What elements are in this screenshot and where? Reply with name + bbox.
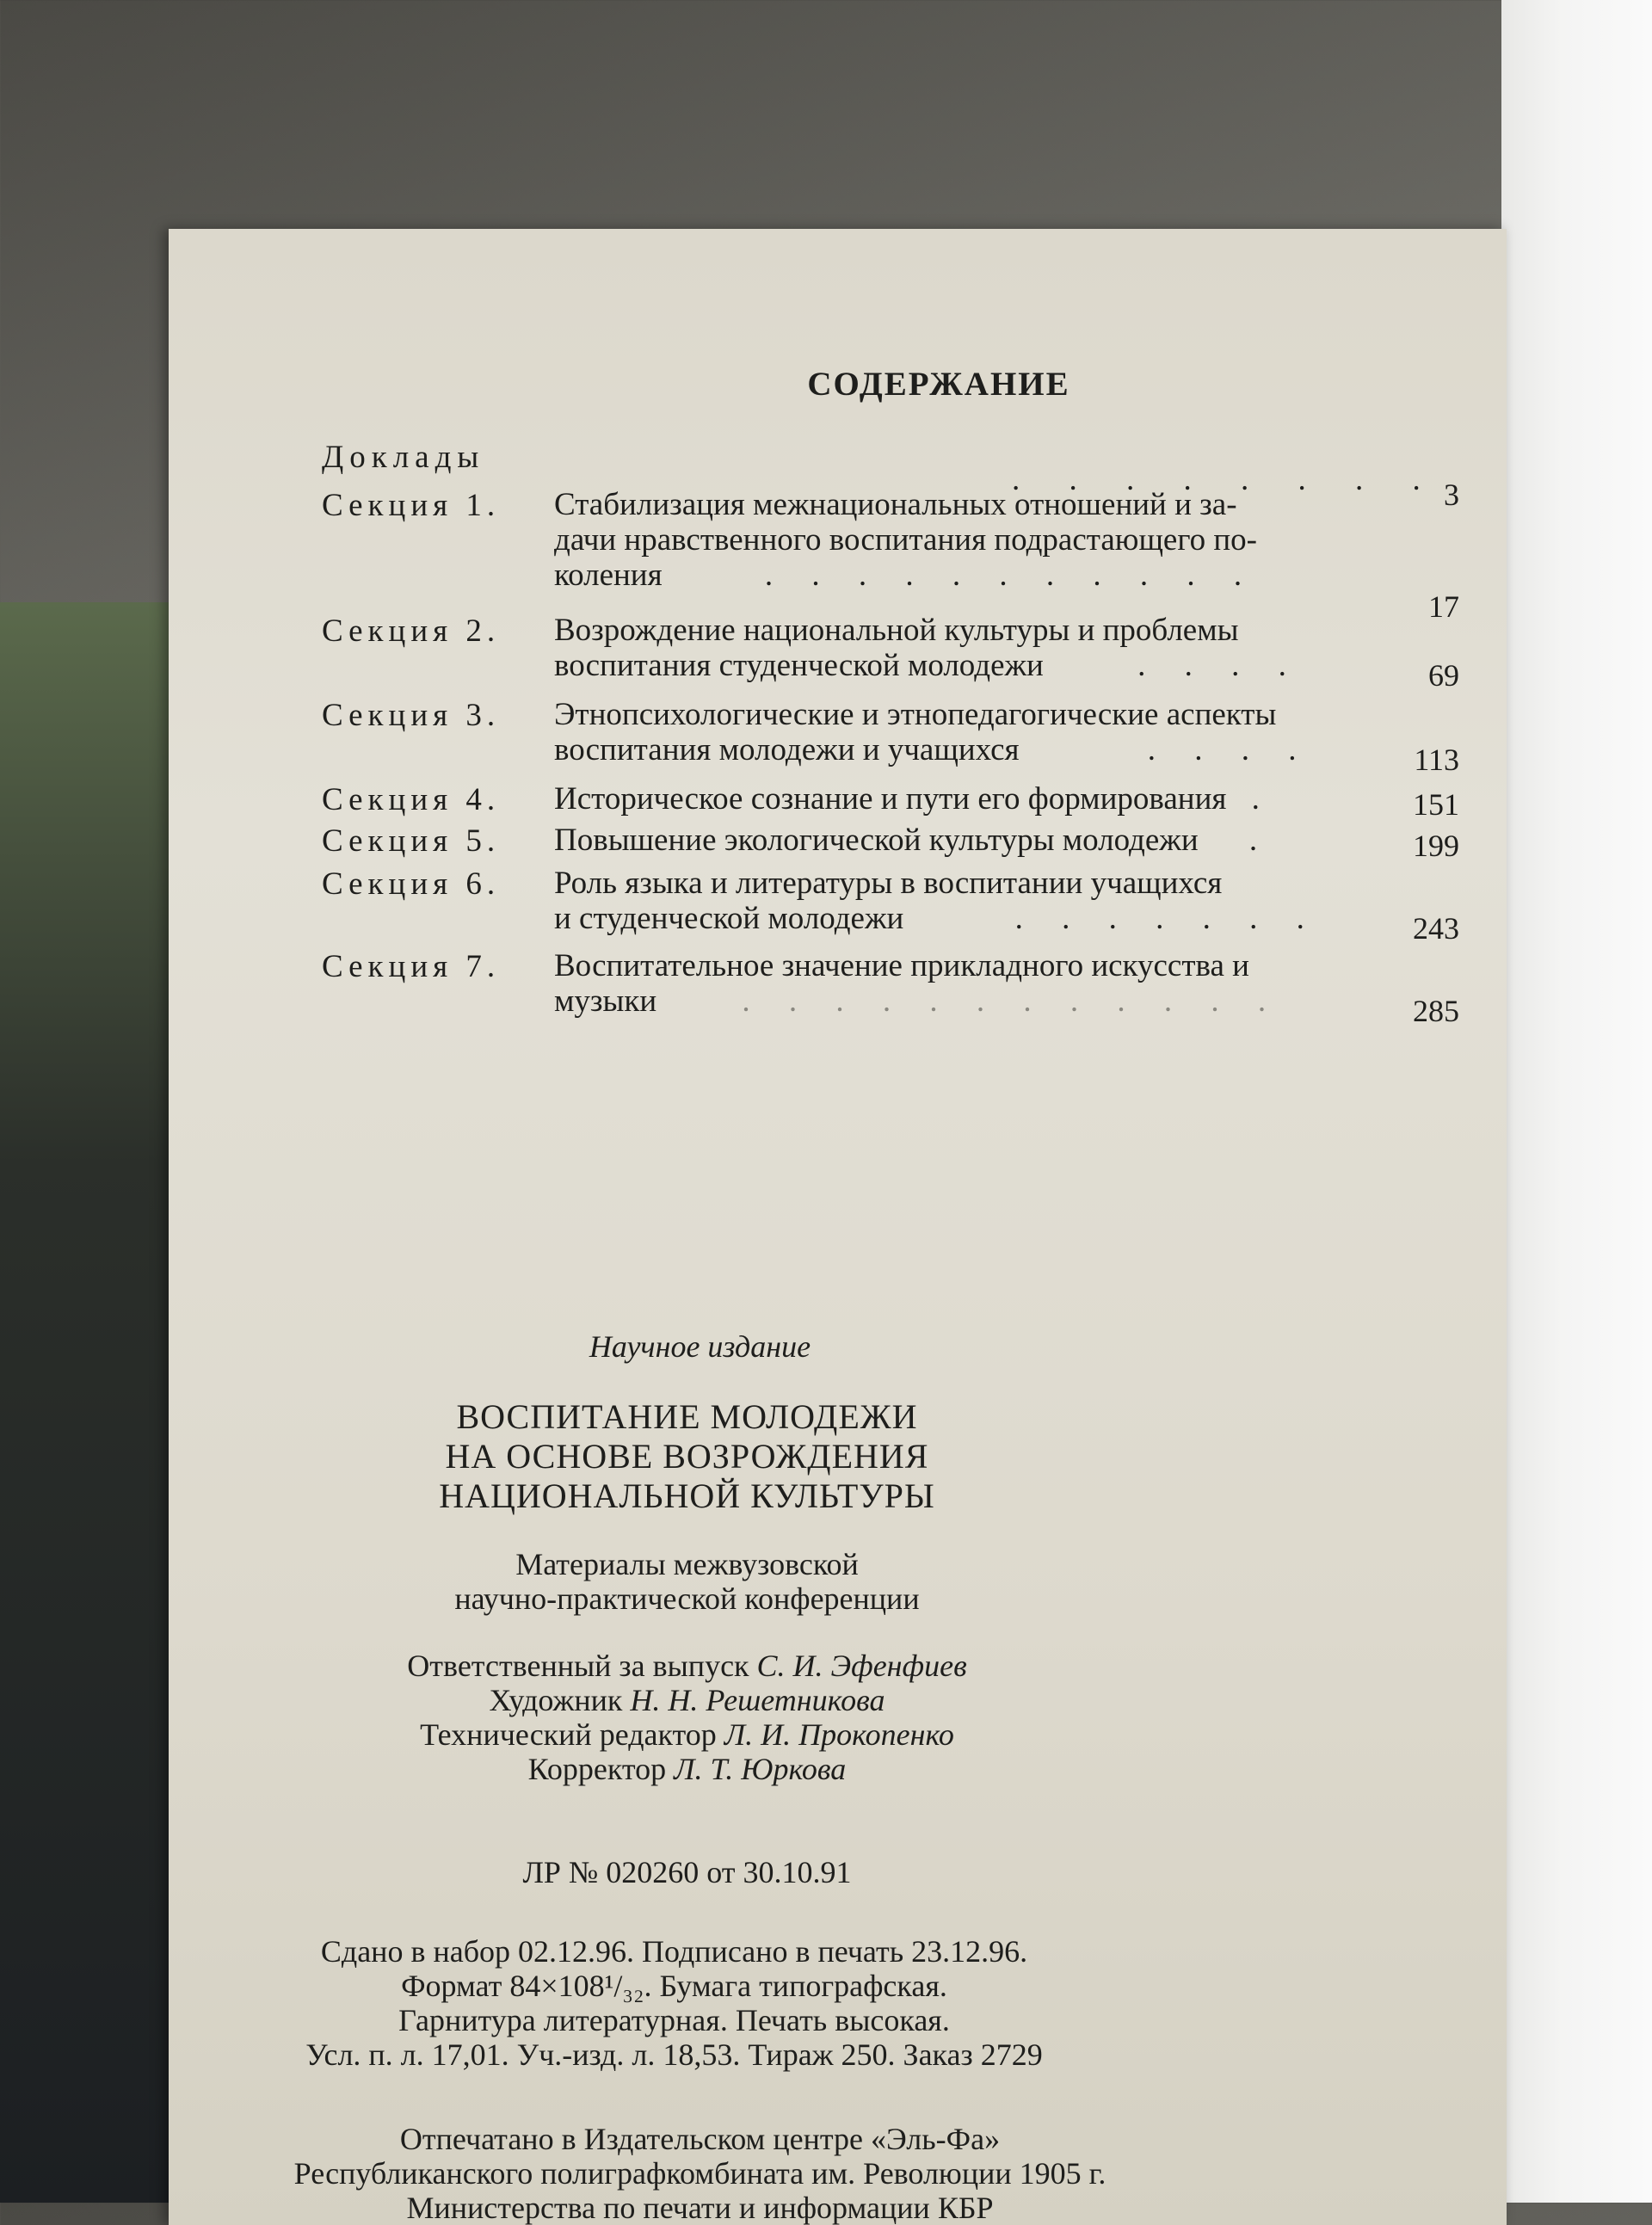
print-detail-line: Формат 84×108¹/₃₂. Бумага типографская.: [401, 1969, 947, 2003]
toc-section-title: [554, 613, 1389, 683]
toc-section-title: [554, 866, 1389, 936]
book-title: [18, 1397, 1356, 1516]
credit-line: Технический редактор Л. И. Прокопенко: [420, 1717, 954, 1752]
credit-line: Художник Н. Н. Решетникова: [489, 1683, 885, 1717]
toc-section-line: Повышение экологической культуры молодежи .: [554, 823, 1273, 858]
license-number: ЛР № 020260 от 30.10.91: [522, 1855, 852, 1889]
credit-line: Корректор Л. Т. Юркова: [527, 1752, 847, 1786]
toc-section-dots: . . . .: [1137, 648, 1302, 683]
toc-section-page: 113: [1414, 743, 1459, 777]
toc-section-dots: .: [1248, 823, 1273, 858]
toc-section-line: воспитания студенческой молодежи . . . .: [554, 648, 1302, 683]
background-next-page: [1501, 0, 1652, 2203]
toc-section-label: Секция 4.: [322, 782, 501, 817]
book-subtitle-line: Материалы межвузовской: [515, 1547, 859, 1581]
toc-section-dots: . . . . . . . . . . . .: [742, 983, 1282, 1019]
book-title-line: ВОСПИТАНИЕ МОЛОДЕЖИ: [456, 1397, 918, 1436]
book-subtitle: [18, 1547, 1356, 1616]
toc-section-page: 199: [1413, 829, 1459, 863]
toc-section-page: 151: [1413, 787, 1459, 822]
toc-section-page: 285: [1413, 994, 1459, 1028]
toc-section-title: [554, 948, 1389, 1019]
toc-section-line: дачи нравственного воспитания подрастающего по-: [554, 522, 1257, 558]
printer-info: [31, 2122, 1369, 2225]
printer-line: Отпечатано в Издательском центре «Эль-Фа»: [399, 2122, 1001, 2156]
toc-section-line: коления . . . . . . . . . . .: [554, 558, 1258, 593]
toc-section-title: [554, 487, 1389, 593]
toc-title: СОДЕРЖАНИЕ: [807, 366, 1070, 403]
toc-reports-page: 3: [1444, 478, 1459, 512]
toc-section-line: воспитания молодежи и учащихся . . . .: [554, 732, 1312, 767]
toc-section-title: [554, 823, 1389, 858]
toc-section-page: 69: [1428, 658, 1459, 693]
toc-section-title: [554, 781, 1389, 817]
toc-section-dots: . . . .: [1147, 732, 1312, 767]
toc-section-line: Этнопсихологические и этнопедагогические аспекты: [554, 697, 1277, 732]
toc-reports-label: Доклады: [322, 440, 485, 475]
toc-section-label: Секция 6.: [322, 866, 501, 902]
toc-section-line: Историческое сознание и пути его формирования .: [554, 781, 1275, 817]
toc-section-label: Секция 3.: [322, 698, 501, 733]
toc-section-dots: . . . . . . . . . . .: [764, 558, 1258, 593]
credits: [18, 1649, 1356, 1786]
toc-section-line: и студенческой молодежи . . . . . . .: [554, 901, 1320, 936]
book-page: [169, 229, 1507, 2225]
toc-section-line: музыки . . . . . . . . . . . .: [554, 983, 1282, 1019]
print-detail-line: Сдано в набор 02.12.96. Подписано в печать 23.12.96.: [320, 1934, 1028, 1969]
toc-section-label: Секция 5.: [322, 823, 501, 859]
toc-reports-dots: . . . . . . . .: [1012, 462, 1441, 497]
toc-section-dots: .: [1251, 781, 1275, 817]
book-title-line: НА ОСНОВЕ ВОЗРОЖДЕНИЯ: [445, 1437, 929, 1476]
toc-section-page: 17: [1428, 589, 1459, 624]
toc-section-line: Возрождение национальной культуры и проблемы: [554, 613, 1239, 648]
edition-type: Научное издание: [589, 1329, 811, 1364]
printer-line: Министерства по печати и информации КБР: [406, 2191, 994, 2225]
toc-section-title: [554, 697, 1389, 767]
print-detail-line: Гарнитура литературная. Печать высокая.: [398, 2003, 950, 2037]
print-details: [5, 1934, 1343, 2072]
credit-line: Ответственный за выпуск С. И. Эфенфиев: [407, 1649, 967, 1683]
printer-line: Республиканского полиграфкомбината им. Революции 1905 г.: [293, 2156, 1106, 2191]
toc-section-line: Роль языка и литературы в воспитании учащихся: [554, 866, 1223, 901]
toc-section-dots: . . . . . . .: [1014, 901, 1320, 936]
toc-section-page: 243: [1413, 911, 1459, 946]
toc-section-label: Секция 1.: [322, 488, 501, 523]
toc-section-label: Секция 2.: [322, 613, 501, 649]
print-detail-line: Усл. п. л. 17,01. Уч.-изд. л. 18,53. Тираж 250. Заказ 2729: [305, 2037, 1043, 2072]
toc-section-label: Секция 7.: [322, 949, 501, 984]
toc-section-line: Стабилизация межнациональных отношений и за-: [554, 487, 1237, 522]
toc-section-line: Воспитательное значение прикладного искусства и: [554, 948, 1249, 983]
book-subtitle-line: научно-практической конференции: [454, 1581, 920, 1616]
book-title-line: НАЦИОНАЛЬНОЙ КУЛЬТУРЫ: [439, 1476, 935, 1515]
